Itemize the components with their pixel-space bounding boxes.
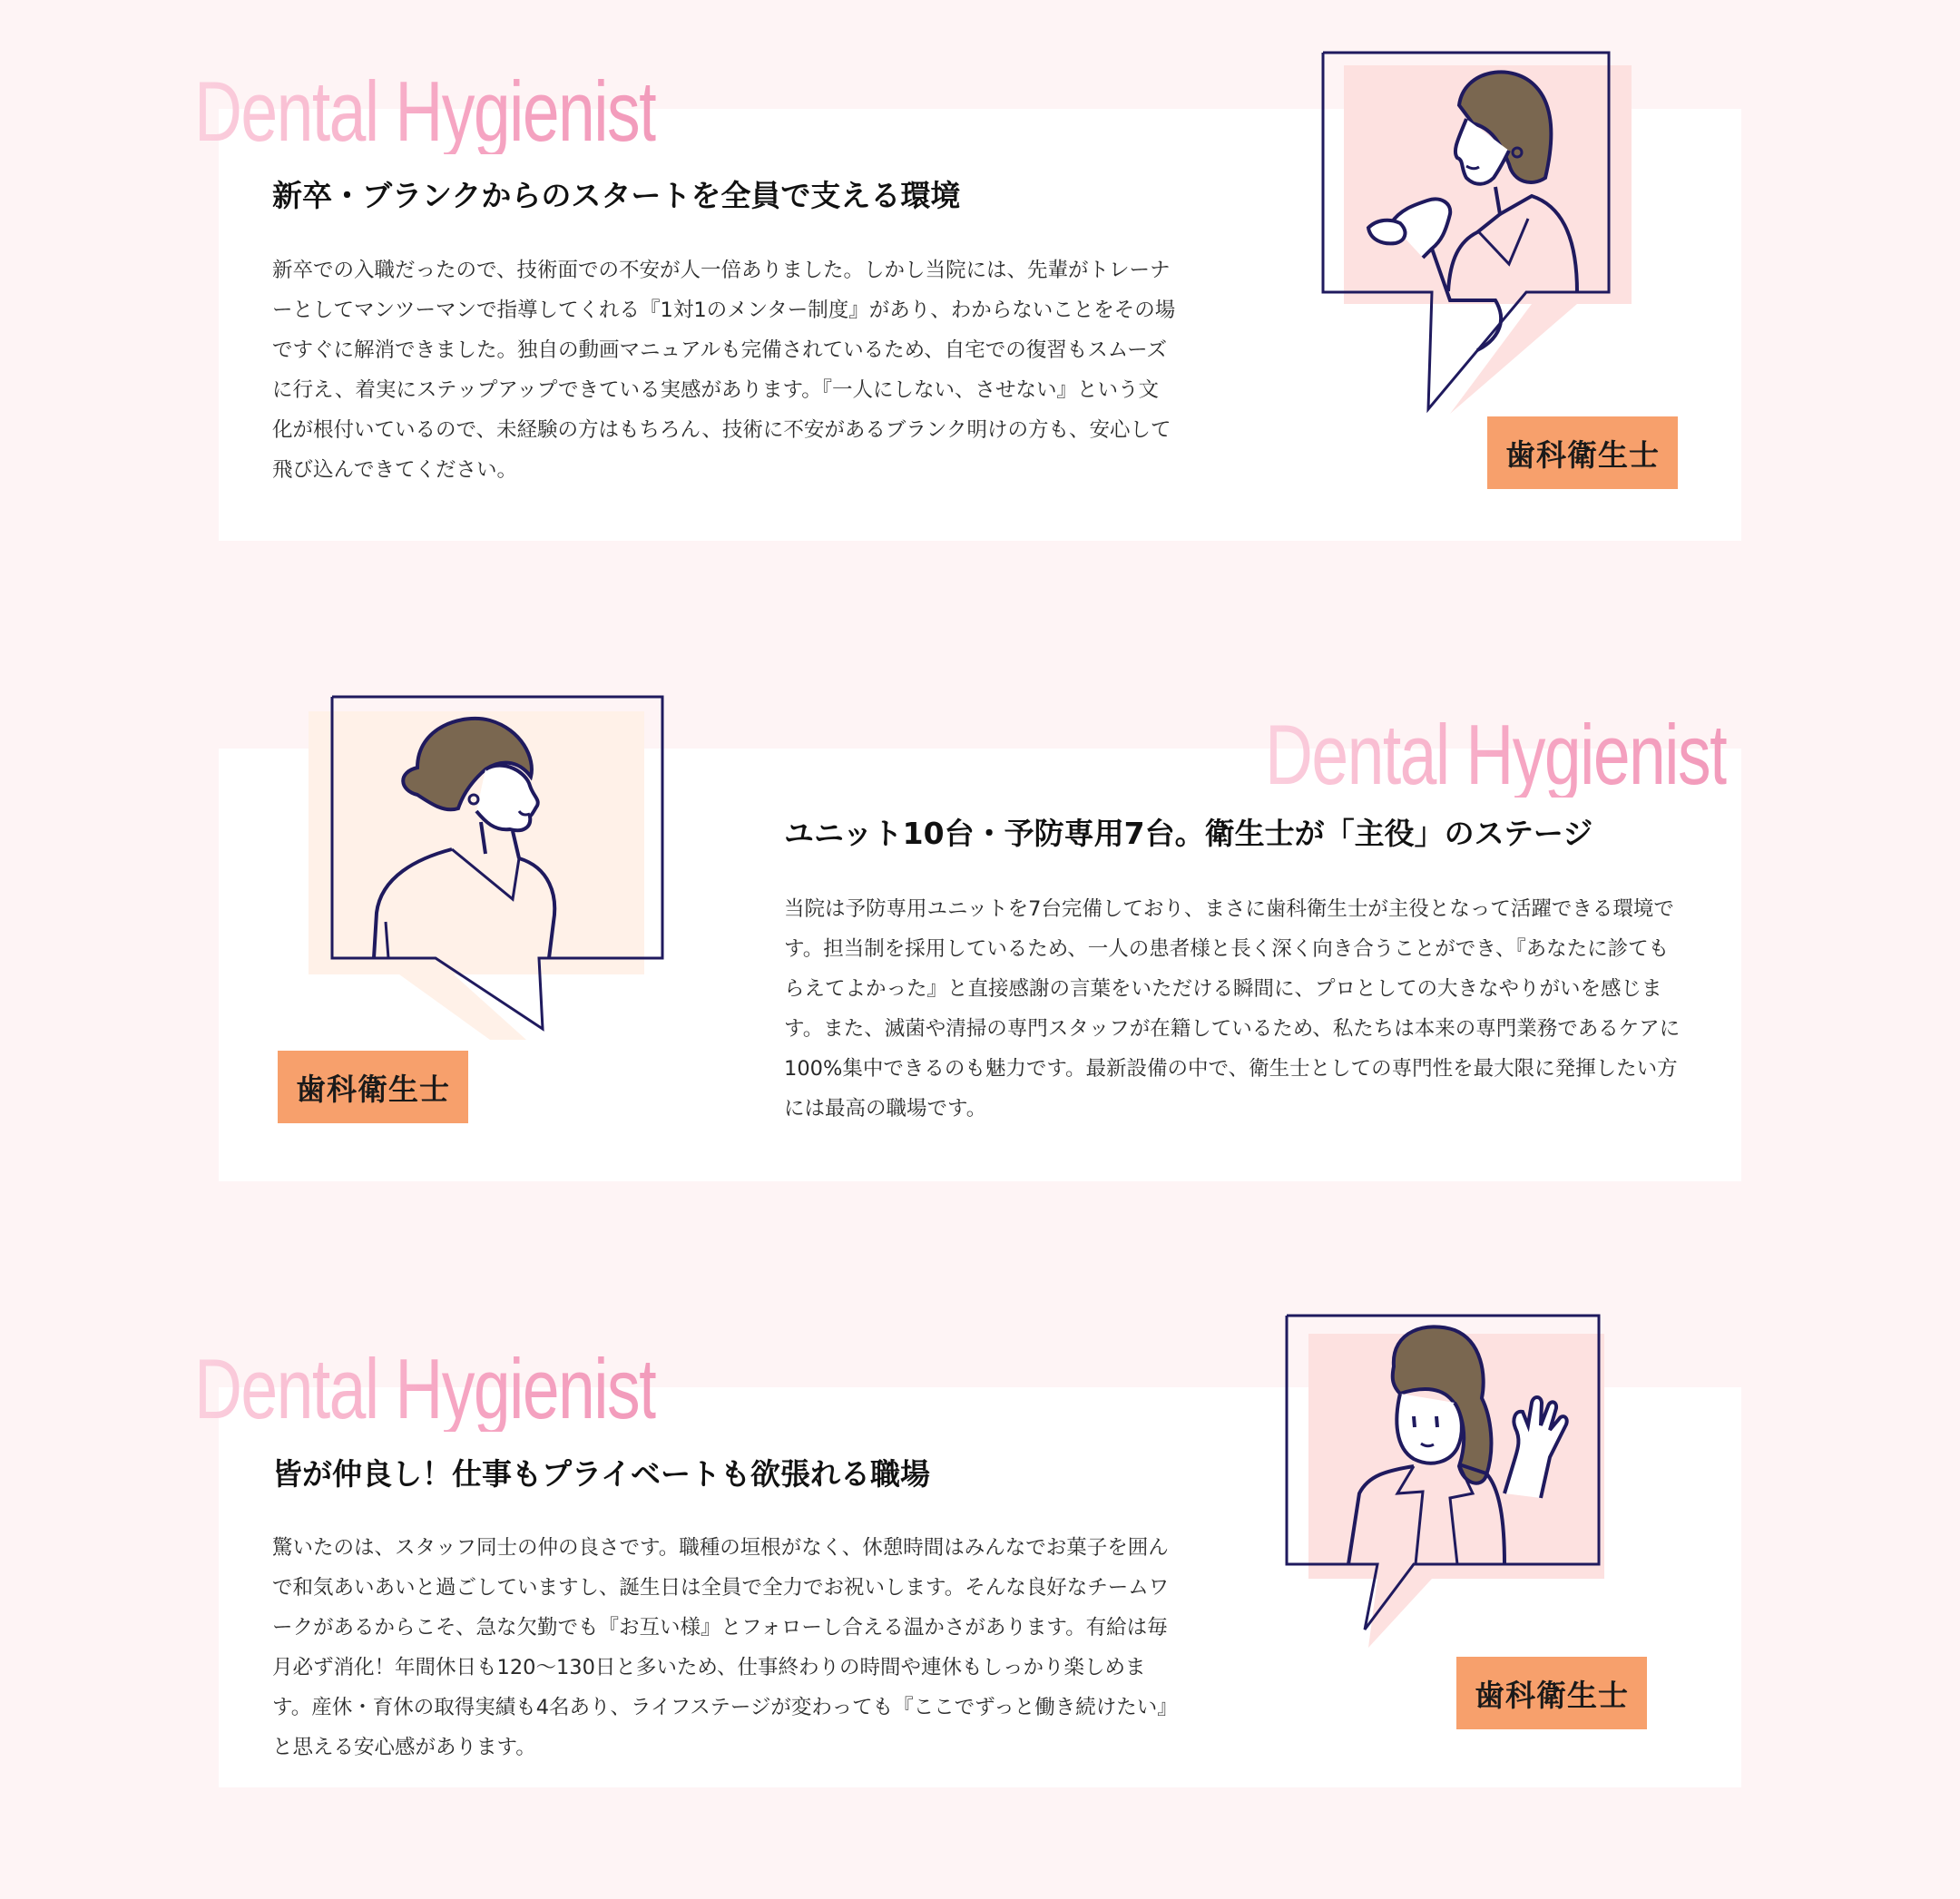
eyebrow-label: Dental Hygienist [194, 1341, 656, 1436]
testimonial-body: 新卒での入職だったので、技術面での不安が人一倍ありました。しかし当院には、先輩がトレーナーとしてマンツーマンで指導してくれる『1対1のメンター制度』があり、わからないことをその場ですぐに解消できました。独自の動画マニュアルも完備されているため、自宅での復習もスムーズに行え、着実にステップアップできている実感があります。『一人にしない、させない』という文化が根付いているので、未経験の方はもちろん、技術に不安があるブランク明けの方も、安心して飛び込んできてください。 [272, 259, 1176, 482]
testimonial-heading: ユニット10台・予防専用7台。衛生士が「主役」のステージ [784, 816, 1593, 851]
role-badge: 歯科衛生士 [278, 1051, 468, 1123]
testimonial-heading: 皆が仲良し！仕事もプライベートも欲張れる職場 [272, 1456, 931, 1492]
testimonial-body: 当院は予防専用ユニットを7台完備しており、まさに歯科衛生士が主役となって活躍できる環境です。担当制を採用しているため、一人の患者様と長く深く向き合うことができ、『あなたに診てもらえてよかった』と直接感謝の言葉をいただける瞬間に、プロとしての大きなやりがいを感じます。また、滅菌や清掃の専門スタッフが在籍しているため、私たちは本来の専門業務であるケアに100%集中できるのも魅力です。最新設備の中で、衛生士としての専門性を最大限に発揮したい方には最高の職場です。 [784, 897, 1681, 1121]
testimonial-heading: 新卒・ブランクからのスタートを全員で支える環境 [272, 178, 961, 213]
eyebrow-label: Dental Hygienist [1265, 707, 1727, 802]
testimonial-body: 驚いたのは、スタッフ同士の仲の良さです。職種の垣根がなく、休憩時間はみんなでお菓子を囲んで和気あいあいと過ごしていますし、誕生日は全員で全力でお祝いします。そんな良好なチームワークがあるからこそ、急な欠勤でも『お互い様』とフォローし合える温かさがあります。有給は毎月必ず消化！年間休日も120〜130日と多いため、仕事終わりの時間や連休もしっかり楽しめます。産休・育休の取得実績も4名あり、ライフステージが変わっても『ここでずっと働き続けたい』と思える安心感があります。 [272, 1536, 1170, 1759]
eyebrow-label: Dental Hygienist [194, 64, 656, 159]
role-badge: 歯科衛生士 [1487, 416, 1678, 489]
hygienist-portrait-waving-icon [1278, 1312, 1622, 1648]
hygienist-portrait-profile-icon [309, 695, 671, 1040]
hygienist-portrait-speaking-icon [1314, 51, 1641, 414]
role-badge: 歯科衛生士 [1456, 1657, 1647, 1729]
